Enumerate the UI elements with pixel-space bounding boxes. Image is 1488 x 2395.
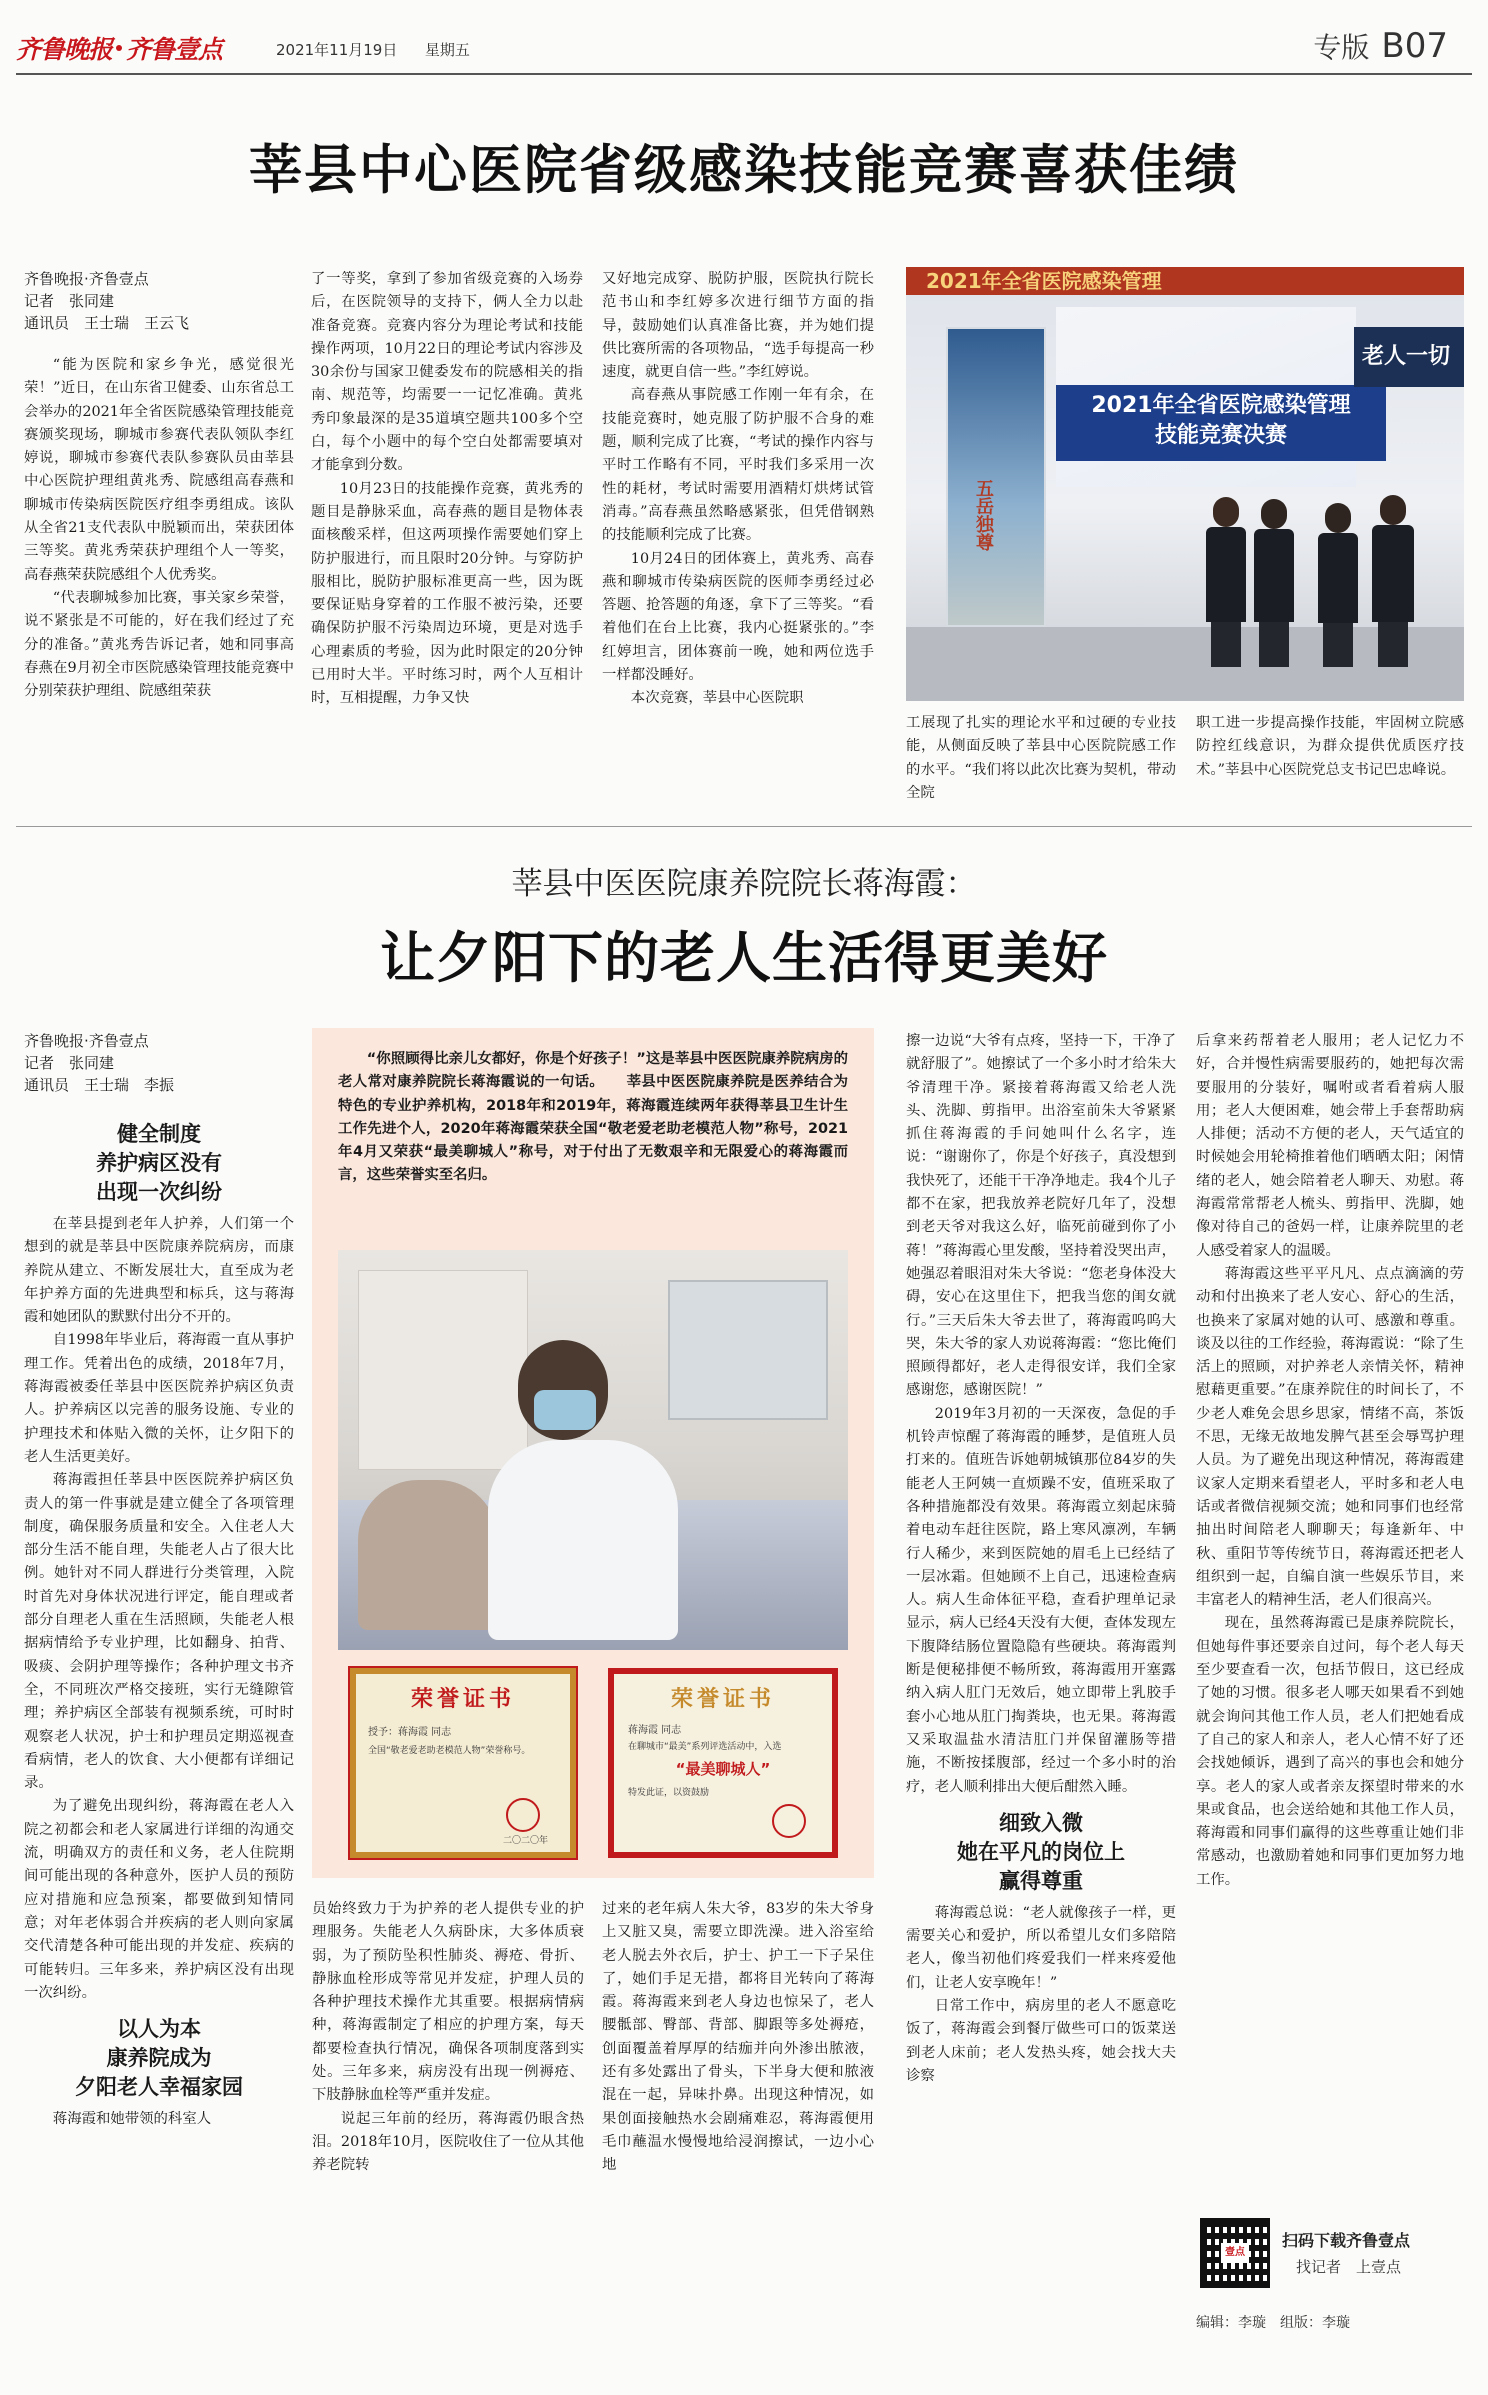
paragraph: 工展现了扎实的理论水平和过硬的专业技能，从侧面反映了莘县中心医院院感工作的水平。“我们将以此次比赛为契机，带动全院 [906, 715, 1176, 801]
byline-reporter: 记者 张同建 [24, 1054, 115, 1072]
masthead-section [1313, 26, 1448, 66]
paragraph: 蒋海霞这些平平凡凡、点点滴滴的劳动和付出换来了老人安心、舒心的生活，也换来了家属对她的认可、感激和尊重。谈及以往的工作经验，蒋海霞说：“除了生活上的照顾，对护养老人亲情关怀，精神慰藉更重要。”在康养院住的时间长了，不少老人难免会思乡思家，情绪不高，茶饭不思，无缘无故地发脾气甚至会辱骂护理人员。为了避免出现这种情况，蒋海霞建议家人定期来看望老人，平时多和老人电话或者微信视频交流；她和同事们也经常抽出时间陪老人聊聊天；每逢新年、中秋、重阳节等传统节日，蒋海霞还把老人组织到一起，自编自演一些娱乐节目，来丰富老人的精神生活，老人们很高兴。 [1196, 1265, 1464, 1609]
photo-wall-panel [358, 1270, 528, 1470]
paragraph: 蒋海霞总说：“老人就像孩子一样，更需要关心和爱护，所以希望儿女们多陪陪老人，像当初他们疼爱我们一样来疼爱他们，让老人安享晚年！” [906, 1904, 1176, 1991]
banner-line-2: 技能竞赛决赛 [1154, 423, 1287, 448]
paragraph: 职工进一步提高操作技能，牢固树立院感防控红线意识，为群众提供优质医疗技术。”莘县中心医院党总支书记巴忠峰说。 [1196, 715, 1464, 778]
promo-line-1: 扫码下载齐鲁壹点 [1282, 2231, 1411, 2250]
paragraph: “代表聊城参加比赛，事关家乡荣誉，说不紧张是不可能的，好在我们经过了充分的准备。”黄兆秀告诉记者，她和同事高春燕在9月初全市医院感染管理技能竞赛中分别荣获护理组、院感组荣获 [24, 589, 294, 700]
paragraph: 高春燕从事院感工作刚一年有余，在技能竞赛时，她克服了防护服不合身的难题，顺利完成了比赛，“考试的操作内容与平时工作略有不同，平时我们多采用一次性的耗材，考试时需要用酒精灯烘烤试管消毒。”高春燕虽然略感紧张，但凭借钢熟的技能顺利完成了比赛。 [602, 387, 874, 544]
article2-column-4 [906, 1030, 1176, 2374]
paragraph: 现在，虽然蒋海霞已是康养院院长，但她每件事还要亲自过问，每个老人每天至少要查看一次，包括节假日，这已经成了她的习惯。很多老人哪天如果看不到她就会询问其他工作人员，老人们把她看成了自己的家人和亲人，老人心情不好了还会找她倾诉，遇到了高兴的事也会和她分享。老人的家人或者亲友探望时带来的水果或食品，也会送给她和其他工作人员，蒋海霞和同事们赢得的这些尊重让她们非常感动，也激励着她和同事们更加努力地工作。 [1196, 1615, 1464, 1888]
byline-reporter: 记者 张同建 [24, 292, 115, 310]
feature-box [312, 1028, 874, 1878]
article1-headline: 莘县中心医院省级感染技能竞赛喜获佳绩 [249, 139, 1239, 201]
qr-code-icon[interactable] [1200, 2218, 1270, 2288]
promo-line-2: 找记者 上壹点 [1296, 2258, 1402, 2276]
article2-byline [24, 1030, 294, 1096]
person-figure [1206, 497, 1246, 667]
cert-footer: 特发此证，以资鼓励 [628, 1788, 710, 1798]
paragraph: 本次竞赛，莘县中心医院职 [630, 690, 804, 707]
paragraph: 擦一边说“大爷有点疼，坚持一下，干净了就舒服了”。她擦试了一个多小时才给朱大爷清理干净。紧接着蒋海霞又给老人洗头、洗脚、剪指甲。出浴室前朱大爷紧紧抓住蒋海霞的手问她叫什么名字，连说：“谢谢你了，你是个好孩子，真没想到我快死了，还能干干净净地走。我4个儿子都不在家，把我放养老院好几年了，没想到老天爷对我这么好，临死前碰到你了小蒋！”蒋海霞心里发酸，坚持着没哭出声，她强忍着眼泪对朱大爷说：“您老身体没大碍，安心在这里住下，把我当您的闺女就行。”三天后朱大爷去世了，蒋海霞呜呜大哭，朱大爷的家人劝说蒋海霞：“您比俺们照顾得都好，老人走得很安详，我们全家感谢您，感谢医院！” [906, 1033, 1176, 1399]
photo-stage-banner [1056, 385, 1386, 461]
byline-outlet: 齐鲁晚报·齐鲁壹点 [24, 1032, 149, 1050]
section-label: 专版 [1313, 31, 1370, 64]
paragraph: 日常工作中，病房里的老人不愿意吃饭了，蒋海霞会到餐厅做些可口的饭菜送到老人床前；老人发热头疼，她会找大夫诊察 [906, 1997, 1176, 2084]
article1-column-4 [906, 712, 1176, 809]
cert-title: 荣誉证书 [670, 1686, 775, 1712]
person-figure [1254, 499, 1294, 667]
nurse-photo [338, 1250, 848, 1650]
paragraph: 10月24日的团体赛上，黄兆秀、高春燕和聊城市传染病医院的医师李勇经过必答题、抢答题的角逐，拿下了三等奖。“看着他们在台上比赛，我内心挺紧张的。”李红婷坦言，团体赛前一晚，她和两位选手一样都没睡好。 [602, 550, 874, 684]
photo-patient [358, 1480, 498, 1630]
masthead-date: 2021年11月19日 [276, 41, 398, 59]
masthead-logo [16, 32, 222, 64]
footer-promo [1196, 2210, 1464, 2340]
cert-seal [772, 1804, 806, 1838]
article2-column-5 [1196, 1030, 1464, 2190]
paragraph: 为了避免出现纠纷，蒋海霞在老人入院之初都会和老人家属进行详细的沟通交流，明确双方的责任和义务，老人住院期间可能出现的各种意外，医护人员的预防应对措施和应急预案，都要做到知情同意；对年老体弱合并疾病的老人则向家属交代清楚各种可能出现的并发症、疾病的可能转归。三年多来，养护病区没有出现一次纠纷。 [24, 1798, 294, 2001]
photo-nurse-mask [534, 1390, 596, 1430]
article2-column-1 [24, 1118, 294, 2374]
cert-seal [506, 1798, 540, 1832]
person-figure [1372, 495, 1414, 667]
competition-photo [906, 267, 1464, 701]
photo-window [668, 1280, 828, 1420]
byline-outlet: 齐鲁晚报·齐鲁壹点 [24, 270, 149, 288]
masthead [0, 0, 1488, 80]
paragraph: 蒋海霞担任莘县中医医院养护病区负责人的第一件事就是建立健全了各项管理制度，确保服务质量和安全。入住老人大部分生活不能自理，失能老人占了很大比例。她针对不同人群进行分类管理，入院时首先对身体状况进行评定，能自理或者部分自理老人重在生活照顾，失能老人根据病情给予专业护理，比如翻身、拍背、吸痰、会阴护理等操作；各种护理文书齐全，不同班次严格交接班，实行无缝隙管理；养护病区全部装有视频系统，可时时观察老人状况，护士和护理员定期巡视查看病情，老人的饮食、大小便都有详细记录。 [24, 1472, 294, 1792]
photo-right-banner: 老人一切 [1354, 327, 1464, 387]
paragraph: 自1998年毕业后，蒋海霞一直从事护理工作。凭着出色的成绩，2018年7月，蒋海霞被委任莘县中医医院养护病区负责人。护养病区以完善的服务设施、专业的护理技术和体贴入微的关怀，让夕阳下的老人生活更美好。 [24, 1332, 294, 1465]
certificate-2 [608, 1668, 838, 1858]
paragraph: 说起三年前的经历，蒋海霞仍眼含热泪。2018年10月，医院收住了一位从其他养老院转 [312, 2110, 584, 2174]
masthead-rule [16, 73, 1472, 75]
article1-column-5 [1196, 712, 1464, 809]
cert-footer: 二〇二〇年 [502, 1836, 548, 1846]
article1-column-2 [311, 268, 583, 809]
masthead-weekday: 星期五 [424, 41, 470, 59]
cert-body: 全国“敬老爱老助老模范人物”荣誉称号。 [368, 1746, 531, 1756]
paragraph: 又好地完成穿、脱防护服，医院执行院长范书山和李红婷多次进行细节方面的指导，鼓励她们认真准备比赛，并为她们提供比赛所需的各项物品，“选手每提高一秒速度，就更自信一些。”李红婷说。 [602, 271, 874, 381]
article1-byline [24, 268, 294, 334]
subhead-2: 以人为本 康养院成为 夕阳老人幸福家园 [75, 2017, 243, 2100]
paragraph: 后拿来药帮着老人服用；老人记忆力不好，合并慢性病需要服药的，她把每次需要服用的分装好，嘱咐或者看着病人服用；老人大便困难，她会带上手套帮助病人排便；活动不方便的老人，天气适宜的时候她会用轮椅推着他们晒晒太阳；闲情绪的老人，她会陪着老人聊天、劝慰。蒋海霞常常帮老人梳头、剪指甲、洗脚，她像对待自己的爸妈一样，让康养院里的老人感受着家人的温暖。 [1196, 1033, 1464, 1259]
intro-text: “你照顾得比亲儿女都好，你是个好孩子！”这是莘县中医医院康养院病房的老人常对康养院院长蒋海霞说的一句话。 莘县中医医院康养院是医养结合为特色的专业护养机构，2018年和2019年，蒋海霞连续两年获得莘县卫生计生工作先进个人，2020年蒋海霞荣获全国“敬老爱老助老模范人物”称号，2021年4月又荣获“最美聊城人”称号，对于付出了无数艰辛和无限爱心的蒋海霞而言，这些荣誉实至名归。 [338, 1051, 848, 1184]
qr-center-label: 壹点 [1221, 2243, 1249, 2263]
certificate-1 [350, 1668, 576, 1858]
masthead-logo-b: 齐鲁壹点 [126, 35, 223, 64]
article2-column-3 [602, 1898, 874, 2374]
paragraph: “能为医院和家乡争光，感觉很光荣！”近日，在山东省卫健委、山东省总工会举办的2021年全省医院感染管理技能竞赛颁奖现场，聊城市参赛代表队领队李红婷说，聊城市参赛代表队参赛队员由莘县中心医院护理组黄兆秀、院感组高春燕和聊城市传染病医院医疗组李勇组成。该队从全省21支代表队中脱颖而出，荣获团体三等奖。黄兆秀荣获护理组个人一等奖，高春燕荣获院感组个人优秀奖。 [24, 357, 294, 583]
paragraph: 员始终致力于为护养的老人提供专业的护理服务。失能老人久病卧床，大多体质衰弱，为了预防坠积性肺炎、褥疮、骨折、静脉血栓形成等常见并发症，护理人员的各种护理技术操作尤其重要。根据病情病种，蒋海霞制定了相应的护理方案，每天都要检查执行情况，确保各项制度落到实处。三年多来，病房没有出现一例褥疮、下肢静脉血栓等严重并发症。 [312, 1901, 584, 2104]
article2-kicker: 莘县中医医院康养院院长蒋海霞： [511, 866, 977, 902]
paragraph: 10月23日的技能操作竞赛，黄兆秀的题目是静脉采血，高春燕的题目是物体表面核酸采样，但这两项操作需要她们穿上防护服进行，而且限时20分钟。与穿防护服相比，脱防护服标准更高一些，因为既要保证贴身穿着的工作服不被污染，还要确保防护服不污染周边环境，更是对选手心理素质的考验，因为此时限定的20分钟已用时大半。平时练习时，两个人互相计时，互相提醒，力争又快 [311, 480, 583, 707]
paragraph: 过来的老年病人朱大爷，83岁的朱大爷身上又脏又臭，需要立即洗澡。进入浴室给老人脱去外衣后，护士、护工一下子呆住了，她们手足无措，都将目光转向了蒋海霞。蒋海霞来到老人身边也惊呆了，老人腰骶部、臀部、背部、脚跟等多处褥疮，创面覆盖着厚厚的结痂并向外渗出脓液，还有多处露出了骨头，下半身大便和脓液混在一起，异味扑鼻。出现这种情况，如果创面接触热水会剧痛难忍，蒋海霞便用毛巾蘸温水慢慢地给浸润擦试，一边小心地 [602, 1901, 874, 2174]
cert-name: 授予：蒋海霞 同志 [368, 1727, 452, 1738]
subhead-1: 健全制度 养护病区没有 出现一次纠纷 [96, 1122, 222, 1204]
cert-highlight: “最美聊城人” [675, 1760, 771, 1778]
cert-body: 在聊城市“最美”系列评选活动中，入选 [628, 1742, 782, 1752]
editor-credit: 编辑：李璇 组版：李璇 [1196, 2315, 1350, 2331]
photo-left-sign [946, 327, 1046, 627]
article2-headline: 让夕阳下的老人生活得更美好 [379, 925, 1108, 990]
person-figure [1318, 503, 1358, 667]
article1-column-1 [24, 354, 294, 809]
byline-correspondent: 通讯员 王士瑞 李振 [24, 1076, 175, 1094]
photo-top-banner: 2021年全省医院感染管理 [906, 267, 1464, 295]
banner-line-1: 2021年全省医院感染管理 [1091, 393, 1351, 418]
cert-title: 荣誉证书 [410, 1686, 515, 1712]
paragraph: 在莘县提到老年人护养，人们第一个想到的就是莘县中医院康养院病房，而康养院从建立、不断发展壮大，直至成为老年护养方面的先进典型和标兵，这与蒋海霞和她团队的默默付出分不开的。 [24, 1216, 294, 1326]
byline-correspondent: 通讯员 王士瑞 王云飞 [24, 314, 190, 332]
paragraph: 2019年3月初的一天深夜，急促的手机铃声惊醒了蒋海霞的睡梦，是值班人员打来的。值班告诉她朝城镇那位84岁的失能老人王阿姨一直烦躁不安，值班采取了各种措施都没有效果。蒋海霞立刻起床骑着电动车赶往医院，路上寒风凛冽，车辆行人稀少，来到医院她的眉毛上已经结了一层冰霜。但她顾不上自己，迅速检查病人。病人生命体征平稳，查看护理单记录显示，病人已经4天没有大便，查体发现左下腹降结肠位置隐隐有些硬块。蒋海霞判断是便秘排便不畅所致，蒋海霞用开塞露纳入病人肛门无效后，她立即带上乳胶手套小心地从肛门掏粪块，也无果。蒋海霞又采取温盐水清洁肛门并保留灌肠等措施，不断按揉腹部，经过一个多小时的治疗，老人顺利排出大便后酣然入睡。 [906, 1405, 1176, 1795]
cert-name: 蒋海霞 同志 [628, 1725, 682, 1736]
article1-column-3 [602, 268, 874, 809]
photo-nurse-body [488, 1440, 678, 1640]
masthead-logo-dot [116, 45, 122, 51]
masthead-date-row [276, 39, 470, 60]
subhead-3: 细致入微 她在平凡的岗位上 赢得尊重 [957, 1810, 1125, 1893]
sign-text: 五岳独尊 [973, 479, 994, 551]
section-divider [16, 826, 1472, 827]
paragraph: 蒋海霞和她带领的科室人 [52, 2111, 212, 2128]
page-number: B07 [1381, 26, 1448, 66]
masthead-logo-a: 齐鲁晚报 [16, 35, 113, 64]
paragraph: 了一等奖，拿到了参加省级竞赛的入场券后，在医院领导的支持下，俩人全力以赴准备竞赛。竞赛内容分为理论考试和技能操作两项，10月22日的理论考试内容涉及30余份与国家卫健委发布的院感相关的指南、规范等，均需要一一记忆准确。黄兆秀印象最深的是35道填空题共100多个空白，每个小题中的每个空白处都需要填对才能拿到分数。 [311, 271, 583, 474]
article2-column-2 [312, 1898, 584, 2374]
